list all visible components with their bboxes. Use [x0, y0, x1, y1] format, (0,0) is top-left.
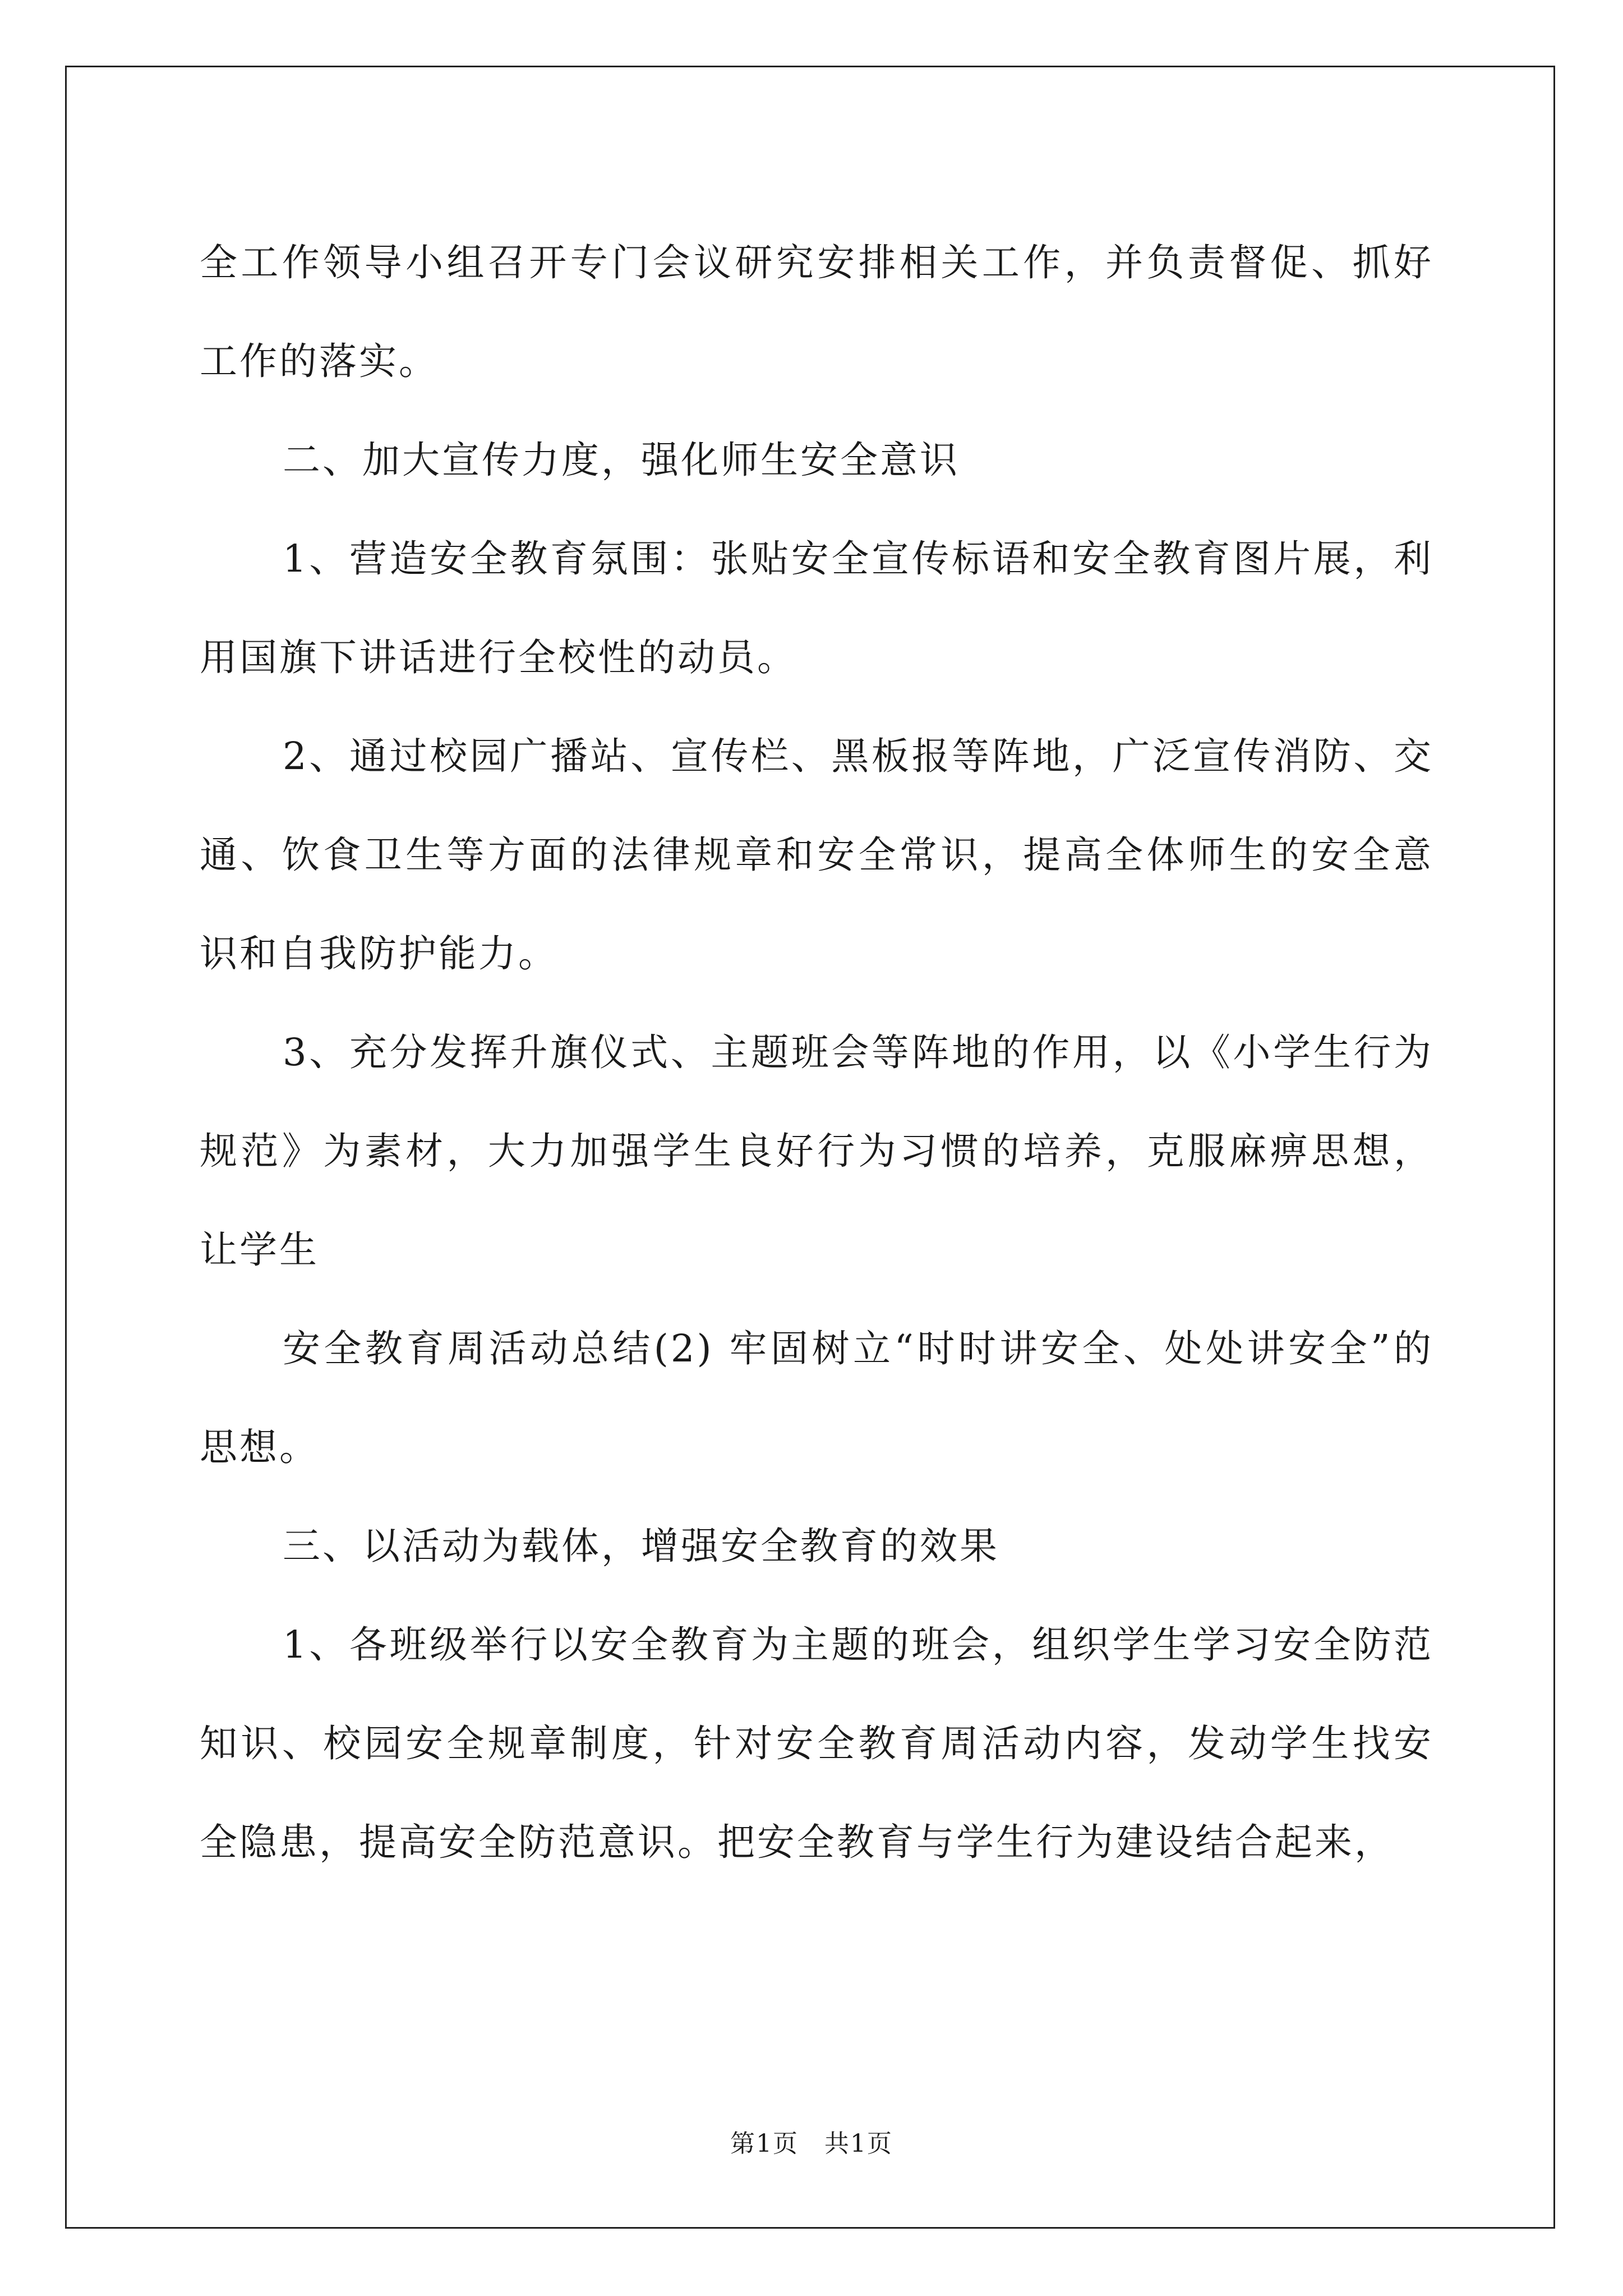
- paragraph-continuation: 全工作领导小组召开专门会议研究安排相关工作，并负责督促、抓好工作的落实。: [200, 241, 1433, 383]
- paragraph-2-2: 2、通过校园广播站、宣传栏、黑板报等阵地，广泛宣传消防、交通、饮食卫生等方面的法律规章和安全常识，提高全体师生的安全意识和自我防护能力。: [200, 734, 1433, 976]
- section-heading-2: 二、加大宣传力度，强化师生安全意识: [283, 438, 960, 482]
- page-number-footer: 第1页 共1页: [730, 2129, 893, 2158]
- paragraph-2-3-continued: 安全教育周活动总结(2) 牢固树立“时时讲安全、处处讲安全”的思想。: [200, 1327, 1433, 1469]
- paragraph-2-3: 3、充分发挥升旗仪式、主题班会等阵地的作用，以《小学生行为规范》为素材，大力加强学生良好行为习惯的培养，克服麻痹思想，让学生: [200, 1030, 1433, 1272]
- section-heading-3: 三、以活动为载体，增强安全教育的效果: [283, 1524, 999, 1568]
- paragraph-2-1: 1、营造安全教育氛围：张贴安全宣传标语和安全教育图片展，利用国旗下讲话进行全校性的动员。: [200, 537, 1433, 679]
- document-body: [200, 213, 1433, 1892]
- paragraph-3-1: 1、各班级举行以安全教育为主题的班会，组织学生学习安全防范知识、校园安全规章制度，针对安全教育周活动内容，发动学生找安全隐患，提高安全防范意识。把安全教育与学生行为建设结合起来，: [200, 1623, 1433, 1864]
